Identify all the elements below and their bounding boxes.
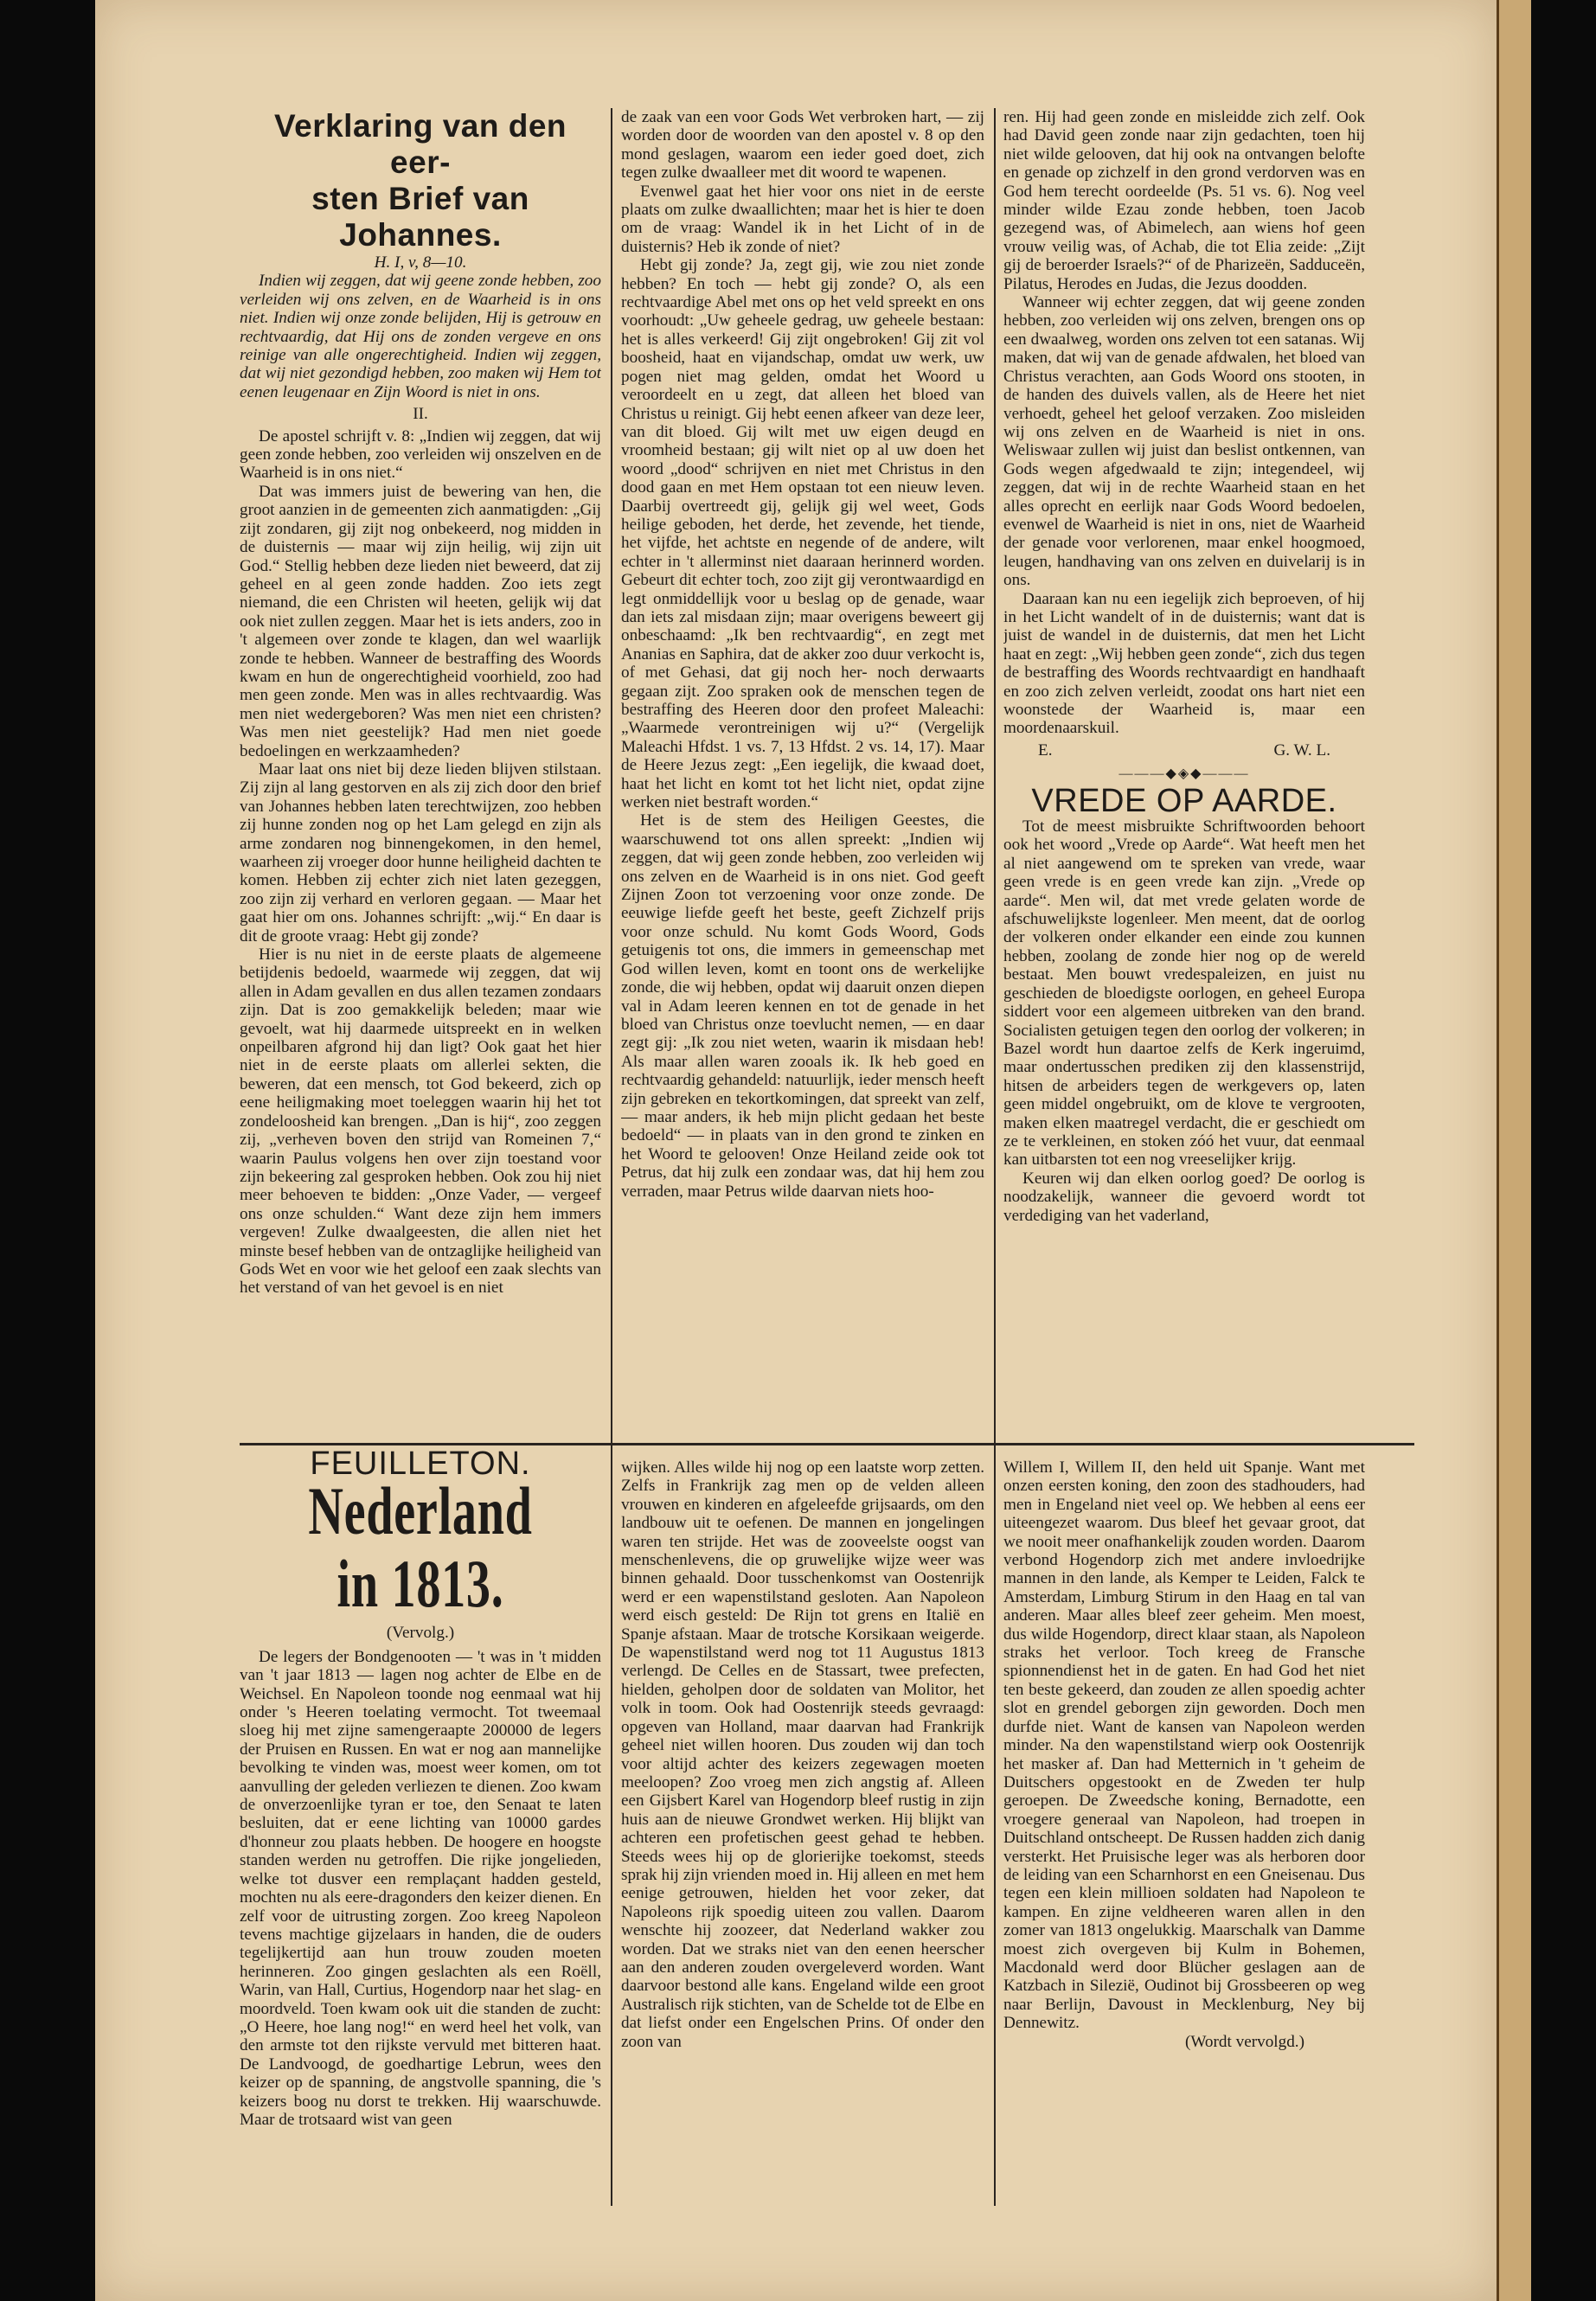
paragraph: Daaraan kan nu een iegelijk zich beproeven, of hij in het Licht wandelt of in de duisternis; want dat is juist de wandel in de duisternis, dat men het Licht haat en zegt: „Wij hebben geen zonde“, zich dus tegen de bestraffing des Woords rechtvaardigt en handhaaft en zoo zich zelven verleidt, zoodat ons hart niet een woonstede der Waarheid is, maar een moordenaarskuil. — [1003, 589, 1365, 738]
paragraph: Hebt gij zonde? Ja, zegt gij, wie zou niet zonde hebben? En toch — hebt gij zonde? O, als een rechtvaardige Abel met ons op het veld spreekt en ons voorhoudt: „Uw geheele gedrag, uw geheele bestaan: het is alles verkeerd! Gij zijt ongebroken! Gij zit vol boosheid, haat en vijandschap, omdat uw werk, uw pogen niet mag gelden, omdat het Woord u veroordeelt en u zegt, dat alleen het bloed van Christus u reinigt. Gij hebt eenen afkeer van deze leer, van dit bloed. Gij wilt met uw eigen deugd en vroomheid bestaan; gij wilt niet op al uw doen het woord „dood“ schrijven en niet met Christus in den dood gaan en met Hem opstaan tot een nieuw leven. Daarbij overtreedt gij, gelijk gij wel weet, Gods heilige geboden, het derde, het zevende, het tiende, het vijfde, het achtste en negende of de andere, wilt echter in 't allerminst niet daaraan herinnerd worden. Gebeurt dit echter toch, zoo zijt gij verontwaardigd en legt onmiddellijk voor u beslag op de genade, waar dan iets zal misdaan zijn; maar overigens beweert gij onbeschaamd: „Ik ben rechtvaardig“, en zegt met Ananias en Saphira, dat de akker zoo duur verkocht is, of met Gehasi, dat gij noch her- noch derwaarts gegaan zijt. Zoo spraken ook de menschen tegen de bestraffing des Heeren door den profeet Maleachi: „Waarmede verontreinigen wij u?“ (Vergelijk Maleachi Hfdst. 1 vs. 7, 13 Hfdst. 2 vs. 14, 17). Maar de Heere Jezus zegt: „Een iegelijk, die kwaad doet, haat het licht en komt tot het licht niet, opdat zijne werken niet bestraft worden.“ — [621, 256, 984, 812]
paragraph: wijken. Alles wilde hij nog op een laatste worp zetten. Zelfs in Frankrijk zag men op de velden alleen vrouwen en kinderen en afgeleefde grijsaards, om den landbouw uit te oefenen. De mannen en jongelingen waren ten strijde. Het was de zooveelste oogst van menschenlevens, die op gruwelijke wijze weer was binnen gehaald. Door tusschenkomst van Oostenrijk werd er een wapenstilstand gesloten. Aan Napoleon werd eisch gesteld: De Rijn tot grens en Italië en Spanje afstaan. Maar de trotsche Korsikaan weigerde. De wapenstilstand werd nog tot 11 Augustus 1813 verlengd. De Celles en de Stassart, twee prefecten, hielden, geholpen door de soldaten van Molitor, het volk in toom. Ook had Oostenrijk steeds gevraagd: opgeven van Holland, maar daarvan had Frankrijk geheel niet willen hooren. Dus zouden wij dan toch voor altijd achter des keizers zegewagen moeten meeloopen? Zoo vroeg men zich angstig af. Alleen een Gijsbert Karel van Hogendorp bleef rustig in zijn huis aan de nieuwe Grondwet werken. Hij blijkt van achteren een profetischen geest gehad te hebben. Steeds wees hij op de glorierijke toekomst, steeds sprak hij zijn vrienden moed in. Hij alleen en met hem eenige getrouwen, hielden het voor zeker, dat Napoleons rijk spoedig uiteen zou vallen. Daarom wenschte hij zoozeer, dat Nederland wakker zou worden. Dat we straks niet van den eenen heerscher aan den anderen zouden overgeleverd worden. Want daarvoor bestond alle kans. Engeland wilde een groot Australisch rijk stichten, van de Schelde tot de Elbe en dat liefst onder een Engelschen Prins. Of onder den zoon van — [621, 1458, 984, 2051]
scripture-reference: H. I, v, 8—10. — [374, 253, 467, 272]
article-vrede-title: VREDE OP AARDE. — [1031, 782, 1337, 819]
article-title-line2: sten Brief van Johannes. — [311, 181, 529, 253]
paragraph: De legers der Bondgenooten — 't was in 't midden van 't jaar 1813 — lagen nog achter de Elbe en de Weichsel. En Napoleon toonde nog eenmaal wat hij onder 's Heeren toelating vermocht. Tot tweemaal sloeg hij met zijne samengeraapte 200000 de legers der Pruisen en Russen. En wat er nog aan mannelijke bevolking te vinden was, moest weer komen, om tot aanvulling der geleden verliezen te dienen. Zoo kwam de onverzoenlijke tyran er toe, den Senaat te laten besluiten, dat er eene lichting van 10000 gardes d'honneur zou plaats hebben. De hoogere en hoogste standen werden nu getroffen. Die rijke jongelieden, welke tot dusver een remplaçant hadden gesteld, mochten nu als eere-dragonders den keizer dienen. En zelf voor de uitrusting zorgen. Zoo kreeg Napoleon tevens machtige gijzelaars in handen, die de ouders tegelijkertijd aan hun trouw zouden moeten herinneren. Zoo gingen geslachten als een Roëll, Warin, van Hall, Curtius, Hogendorp naar het slag- en moordveld. Toen kwam ook uit die standen de zucht: „O Heere, hoe lang nog!“ en werd heel het volk, van den armste tot den rijkste vervuld met bitteren haat. De Landvoogd, de goedhartige Lebrun, wees den keizer op de spanning, de angstvolle spanning, die 's keizers boog nu dorst te trekken. Hij waarschuwde. Maar de trotsaard wist van geen — [240, 1647, 601, 2129]
page-edge — [1497, 0, 1534, 2301]
paragraph: Dat was immers juist de bewering van hen, die groot aanzien in de gemeenten zich aanmatigden: „Gij zijt zondaren, gij zijt nog onbekeerd, nog midden in de duisternis — maar wij zijn heilig, wij zijn uit God.“ Stellig hebben deze lieden niet beweerd, dat zij geheel en al geen zonde hadden. Zoo iets zegt niemand, die een Christen wil heeten, gelijk wij dat ook niet zullen zeggen. Maar het is iets anders, zoo in 't algemeen over zonde te klagen, dan wel waarlijk zonde te hebben. Wanneer de bestraffing des Woords kwam en hun de ongerechtigheid voorhield, zoo had men geen zonde. Men was in alles rechtvaardig. Was men niet wedergeboren? Was men niet een christen? Was men niet geestelijk? Had men niet goede bedoelingen en werkzaamheden? — [240, 482, 601, 760]
article-title — [240, 108, 601, 253]
paragraph: Willem I, Willem II, den held uit Spanje. Want met onzen eersten koning, den zoon des stadhouders, had men in Engeland niet veel op. We hebben al eens eer uiteengezet waarom. Dus bleef het gevaar groot, dat we nooit meer onafhankelijk zouden worden. Daarom verbond Hogendorp zich met andere invloedrijke mannen in den lande, als Kemper te Leiden, Falck te Amsterdam, Limburg Stirum in den Haag en tal van anderen. Maar alles bleef zeer geheim. Men moest, dus wilde Hogendorp, direct klaar staan, als Napoleon straks het verloor. Toch kreeg de Fransche spionnendienst het in de gaten. En had God het niet ten beste gekeerd, dan zouden ze allen spoedig achter slot en grendel geborgen zijn geworden. Doch men durfde niet. Want de kansen van Napoleon werden minder. Na den wapenstilstand wierp ook Oostenrijk het masker af. Dan had Metternich in 't geheim de Duitschers opgestookt en de Zweden ter hulp geroepen. De Zweedsche koning, Bernadotte, een vroegere generaal van Napoleon, had troepen in Duitschland ontscheept. De Russen hadden zich danig versterkt. Het Pruisische leger was als herboren door de leiding van een Scharnhorst en een Gneisenau. Dus tegen een klein millioen soldaten had Napoleon te kampen. En zijne veldheeren waren allen in den zomer van 1813 ongelukkig. Maarschalk van Damme moest zich overgeven bij Kulm in Bohemen, Macdonald werd door Blücher geslagen aan de Katzbach in Silezië, Oudinot bij Grossbeeren op weg naar Berlijn, Davoust in Mecklenburg, Ney bij Dennewitz. — [1003, 1458, 1365, 2033]
ornament-divider: ———◆◈◆——— — [1118, 766, 1250, 782]
paragraph: Wanneer wij echter zeggen, dat wij geene zonden hebben, zoo verleiden wij ons zelven, brengen ons op een dwaalweg, worden ons zelven tot een satanas. Wij maken, dat wij van de genade afdwalen, het bloed van Christus verachten, aan Gods Woord ons stooten, in de handen des duivels vallen, als de Heere het niet verhoedt, geheel het geloof verzaken. Zoo misleiden wij ons zelven en de Waarheid is niet in ons. Weliswaar zullen wij juist dan beslist ontkennen, van Gods wegen afgedwaald te zijn; integendeel, wij zeggen, dat wij in de rechte Waarheid staan en het alles oprecht en eerlijk naar Gods Woord bedoelen, evenwel de Waarheid is niet in ons, niet de Waarheid der genade voor verlorenen, maar enkel hoogmoed, leugen, handhaving van ons zelven en duivelarij is in ons. — [1003, 293, 1365, 590]
to-be-continued: (Wordt vervolgd.) — [1184, 2032, 1304, 2051]
feuilleton-label: FEUILLETON. — [310, 1450, 531, 1482]
paragraph: Evenwel gaat het hier voor ons niet in de eerste plaats om zulke dwaallichten; maar het is hier te doen om de vraag: Wandel ik in het Licht of in de duisternis? Heb ik zonde of niet? — [621, 182, 984, 256]
article-verklaring-col3 — [1003, 108, 1365, 1436]
paragraph: De apostel schrijft v. 8: „Indien wij zeggen, dat wij geen zonde hebben, zoo verleiden wij onszelven en de Waarheid is in ons niet.“ — [240, 426, 601, 483]
paragraph: Hier is nu niet in de eerste plaats de algemeene betijdenis bedoeld, waarmede wij zeggen, dat wij allen in Adam gevallen en dus allen tezamen zondaars zijn. Dat is zoo gemakkelijk beleden; maar wie gevoelt, wat hij daarmede uitspreekt en in welken onpeilbaren afgrond hij dan ligt? Ook gaat het hier niet in de eerste plaats om allerlei sekten, die beweren, dat een mensch, tot God bekeerd, zich op eene heiligmaking moet toeleggen waarin hij het tot zondeloosheid kan brengen. „Dan is hij“, zoo zeggen zij, „verheven boven den strijd van Romeinen 7,“ waarin Paulus volgens hen over zijn toestand voor zijn bekeering zal gesproken hebben. Ook zou hij niet meer behoeven te bidden: „Onze Vader, — vergeef ons onze schulden.“ Want deze zijn hem immers vergeven! Zulke dwaalgeesten, die allen niet het minste besef hebben van de ontzaglijke heiligheid van Gods Wet en voor wie het geloof een zaak slechts van het verstand of van het gevoel is en niet — [240, 945, 601, 1298]
column-rule-2 — [994, 108, 996, 2206]
section-number: II. — [413, 405, 428, 424]
article-title-line1: Verklaring van den eer- — [273, 108, 567, 180]
paragraph: Het is de stem des Heiligen Geestes, die waarschuwend tot ons allen spreekt: „Indien wij zeggen, dat wij geen zonde hebben, zoo verleiden wij ons zelven en de Waarheid is in ons niet. God geeft Zijnen Zoon tot verzoening voor onze zonde. De eeuwige liefde geeft het beste, geeft Zichzelf prijs voor onze schuld. Nu komt Gods Woord, Gods getuigenis tot ons, die immers in gemeenschap met God willen leven, komt en toont ons de werkelijke zonde, die wij hebben, opdat wij daaruit onzen diepen val in Adam leeren kennen en tot de genade in het bloed van Christus onze toevlucht nemen, — en daar zegt gij: „Ik zou niet weten, waarin ik misdaan heb! Als maar allen waren zooals ik. Ik heb goed en rechtvaardig gehandeld: natuurlijk, ieder mensch heeft zijn gebreken en tekortkomingen, dat spreekt van zelf, — maar anders, ik heb mijn plicht gedaan het beste bedoeld“ — in plaats van in den grond te zinken en het Woord te gelooven! Onze Heiland zeide ook tot Petrus, dat hij zulk een zondaar was, dat hij hem zou verraden, maar Petrus wilde daarvan niets hoo- — [621, 811, 984, 1201]
section-rule — [240, 1443, 1414, 1445]
paragraph: Maar laat ons niet bij deze lieden blijven stilstaan. Zij zijn al lang gestorven en als zij zich door den brief van Johannes hebben laten terechtwijzen, zoo hebben zij hunne zonden nog op het Lam gelegd en zijn als arme zondaren nog binnengekomen, in den hemel, waarheen zij vroeger door hunne heiligheid dachten te komen. Hebben zij echter zich niet laten gezeggen, zoo zijn zij verhard en verloren gegaan. — Maar het gaat hier om ons. Johannes schrijft: „wij.“ En daar is dit de groote vraag: Hebt gij zonde? — [240, 760, 601, 945]
scan-background — [1531, 0, 1596, 2301]
article-verklaring-col1 — [240, 108, 601, 1436]
feuilleton-col2 — [621, 1458, 984, 2202]
signature-left: E. — [1038, 740, 1053, 760]
feuilleton-title: Nederland in 1813. — [308, 1473, 533, 1622]
signature — [1003, 741, 1365, 760]
paragraph: Keuren wij dan elken oorlog goed? De oorlog is noodzakelijk, wanneer die gevoerd wordt tot verdediging van het vaderland, — [1003, 1169, 1365, 1225]
feuilleton-col3 — [1003, 1458, 1365, 2202]
paragraph: de zaak van een voor Gods Wet verbroken hart, — zij worden door de woorden van den apostel v. 8 op den mond geslagen, waarom een ieder goed doet, zich tegen zulke dwaalleer met dit woord te wapenen. — [621, 108, 984, 183]
signature-right: G. W. L. — [1273, 740, 1330, 760]
feuilleton-subtitle: (Vervolg.) — [386, 1624, 455, 1643]
paragraph: Tot de meest misbruikte Schriftwoorden behoort ook het woord „Vrede op Aarde“. Wat heeft men het al niet aangewend om te spreken van vrede, waar geen vrede is en geen vrede kan zijn. „Vrede op aarde“. Men wil, dat met vrede gelaten worde de afschuwelijkste logenleer. Men meent, dat de oorlog der volkeren onder elkander een einde zou kunnen hebben, zoolang de zonde hier nog op de wereld bestaat. Men bouwt vredespaleizen, en juist nu geschieden de bloedigste oorlogen, en geheel Europa siddert voor een algemeen uitbreken van den brand. Socialisten getuigen tegen den oorlog der volkeren; in Bazel wordt hun daartoe zelfs de Kerk ingeruimd, maar ondertusschen prediken zij den klassenstrijd, hitsen de arbeiders tegen de werkgevers op, laten geen middel ongebruikt, om de klove te vergrooten, maken elken maatregel verdacht, die er geschiedt om ze te verkleinen, en stoken zóó het vuur, dat eenmaal kan uitbarsten tot een nog vreeselijker krijg. — [1003, 817, 1365, 1170]
column-rule-1 — [611, 108, 612, 2206]
article-verklaring-col2 — [621, 108, 984, 1436]
feuilleton-col1 — [240, 1450, 601, 2194]
paragraph: ren. Hij had geen zonde en misleidde zich zelf. Ook had David geen zonde naar zijn gedachten, toen hij niet wilde gelooven, dat hij ook na ontvangen belofte en genade op zichzelf in den grond verdorven was en God hem terecht oordeelde (Ps. 51 vs. 6). Nog veel minder wilde Ezau zonde hebben, toen Jacob gezegend was, of Abimelech, aan wiens hof geen vrouw veilig was, of Achab, die tot Elia zeide: „Zijt gij de beroerder Israels?“ of de Pharizeën, Sadduceën, Pilatus, Herodes en Judas, die Jezus doodden. — [1003, 108, 1365, 293]
epigraph: Indien wij zeggen, dat wij geene zonde hebben, zoo verleiden wij ons zelven, en de Waarheid is in ons niet. Indien wij onze zonde belijden, Hij is getrouw en rechtvaardig, dat Hij ons de zonden vergeve en ons reinige van alle ongerechtigheid. Indien wij zeggen, dat wij niet gezondigd hebben, zoo maken wij Hem tot eenen leugenaar en Zijn Woord is niet in ons. — [240, 272, 601, 401]
